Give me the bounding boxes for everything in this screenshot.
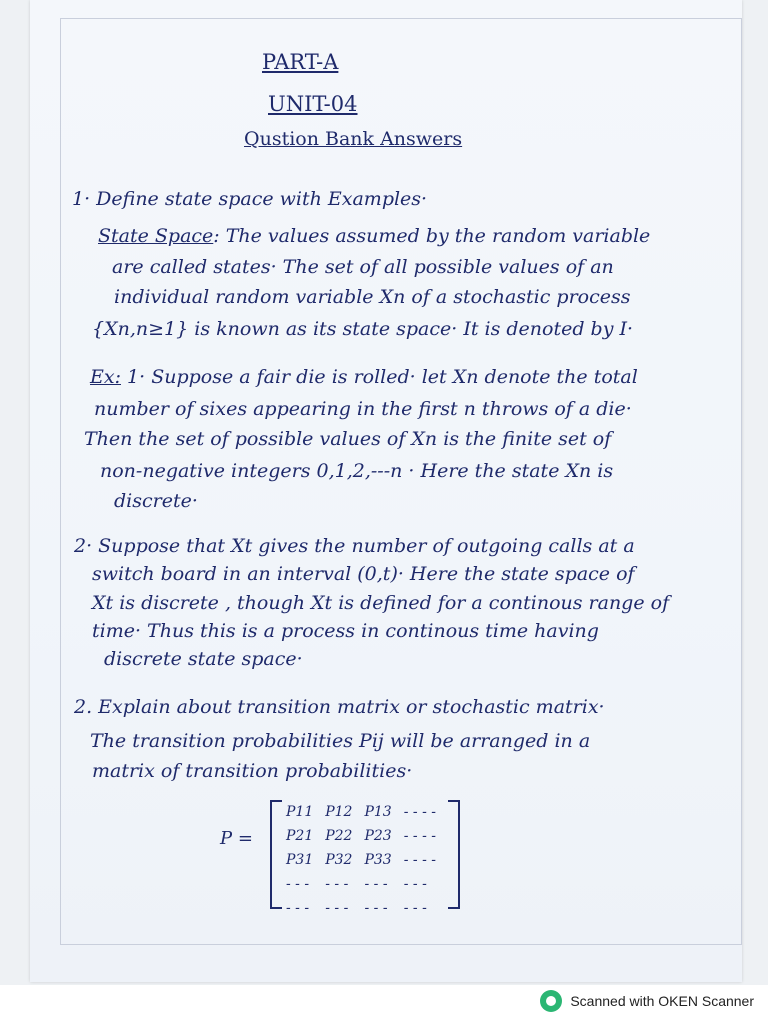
example2-line-4: time· Thus this is a process in continous time having [92, 620, 599, 642]
matrix-row [282, 872, 444, 896]
unit-heading: UNIT-04 [268, 92, 358, 116]
example2-line-1: 2· Suppose that Xt gives the number of outgoing calls at a [74, 535, 635, 557]
matrix-row [282, 848, 444, 872]
matrix-cell: P31 [286, 852, 314, 868]
matrix-cell: - - - [403, 876, 427, 892]
definition-line-1 [98, 225, 650, 247]
matrix-cell: - - - [364, 876, 388, 892]
scanner-watermark [540, 990, 754, 1012]
example-line-5: discrete· [114, 490, 198, 512]
definition-line-3: individual random variable Xn of a stochastic process [114, 286, 631, 308]
matrix-cell: - - - [286, 876, 310, 892]
matrix-cell: - - - - [403, 828, 436, 844]
matrix-cell: - - - [325, 876, 349, 892]
matrix-cell: - - - [403, 900, 427, 916]
matrix-cell: P33 [364, 852, 392, 868]
matrix-right-bracket [448, 800, 460, 909]
matrix-cell: - - - - [403, 804, 436, 820]
question-2: 2. Explain about transition matrix or stochastic matrix· [74, 696, 605, 718]
example2-line-2: switch board in an interval (0,t)· Here the state space of [92, 563, 635, 585]
example2-line-5: discrete state space· [104, 648, 303, 670]
matrix-cell: - - - [286, 900, 310, 916]
scanner-logo-icon [540, 990, 562, 1012]
example-line-4: non-negative integers 0,1,2,---n · Here the state Xn is [100, 460, 614, 482]
example-line-1 [90, 366, 638, 388]
scanner-text: Scanned with OKEN Scanner [570, 993, 754, 1009]
matrix-row [282, 800, 444, 824]
example-line-2: number of sixes appearing in the first n throws of a die· [94, 398, 632, 420]
definition-text: : The values assumed by the random variable [213, 225, 651, 247]
matrix-cell: P21 [286, 828, 314, 844]
matrix-cell: - - - [364, 900, 388, 916]
matrix-row [282, 824, 444, 848]
example-text: 1· Suppose a fair die is rolled· let Xn denote the total [121, 366, 638, 388]
matrix-cell: P32 [325, 852, 353, 868]
example-line-3: Then the set of possible values of Xn is the finite set of [84, 428, 612, 450]
definition-line-4: {Xn,n≥1} is known as its state space· It is denoted by I· [92, 318, 634, 340]
matrix-cell: P11 [286, 804, 314, 820]
matrix-cell: P23 [364, 828, 392, 844]
part-heading: PART-A [262, 50, 339, 74]
page-title: Qustion Bank Answers [244, 128, 463, 150]
matrix-cell: - - - - [403, 852, 436, 868]
matrix-cell: P12 [325, 804, 353, 820]
question-2-line-2: The transition probabilities Pij will be arranged in a [90, 730, 591, 752]
matrix-table [282, 800, 444, 920]
example2-line-3: Xt is discrete , though Xt is defined for a continous range of [92, 592, 670, 614]
matrix-cell: P22 [325, 828, 353, 844]
matrix-row [282, 896, 444, 920]
transition-matrix [220, 800, 470, 916]
matrix-cell: - - - [325, 900, 349, 916]
matrix-label: P = [220, 828, 253, 849]
example-label: Ex: [90, 366, 121, 388]
question-1: 1· Define state space with Examples· [72, 188, 428, 210]
matrix-cell: P13 [364, 804, 392, 820]
question-2-line-3: matrix of transition probabilities· [92, 760, 413, 782]
matrix-left-bracket [270, 800, 282, 909]
definition-line-2: are called states· The set of all possible values of an [112, 256, 614, 278]
definition-term: State Space [98, 225, 214, 247]
